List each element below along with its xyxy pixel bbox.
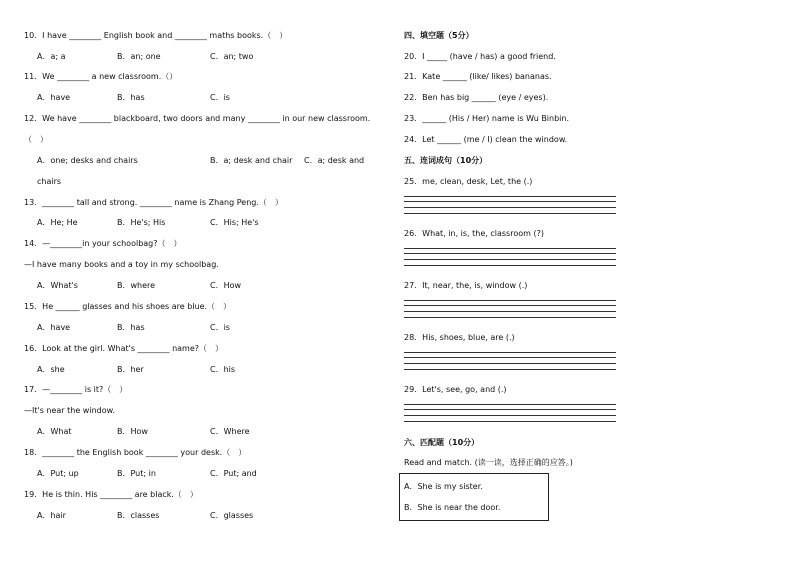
q13-option-a[interactable]: A．He; He bbox=[37, 218, 78, 227]
q15-option-c[interactable]: C．is bbox=[210, 323, 230, 332]
q11-option-b[interactable]: B．has bbox=[117, 93, 145, 102]
q26-writing-line[interactable] bbox=[404, 259, 616, 260]
q19-stem: 19．He is thin. His ________ are black.（ ） bbox=[24, 490, 198, 499]
q26-writing-line[interactable] bbox=[404, 265, 616, 266]
q17-stem: 17．—________ is it?（ ） bbox=[24, 385, 128, 394]
q12-option-c-cont: chairs bbox=[37, 177, 62, 186]
q18-stem: 18．________ the English book ________ your desk.（ ） bbox=[24, 448, 247, 457]
q29-writing-line[interactable] bbox=[404, 415, 616, 416]
q18-option-c[interactable]: C．Put; and bbox=[210, 469, 257, 478]
q13-stem: 13．________ tall and strong. ________ name is Zhang Peng.（ ） bbox=[24, 198, 283, 207]
q14-answer-line: —I have many books and a toy in my schoolbag. bbox=[24, 260, 219, 269]
q17-option-a[interactable]: A．What bbox=[37, 427, 72, 436]
q19-option-b[interactable]: B．classes bbox=[117, 511, 160, 520]
q11-option-c[interactable]: C．is bbox=[210, 93, 230, 102]
q13-option-b[interactable]: B．He's; His bbox=[117, 218, 166, 227]
q28-writing-line[interactable] bbox=[404, 369, 616, 370]
q26-writing-line[interactable] bbox=[404, 253, 616, 254]
q16-stem: 16．Look at the girl. What's ________ name?（ ） bbox=[24, 344, 224, 353]
q10-option-a[interactable]: A．a; a bbox=[37, 52, 66, 61]
q17-option-c[interactable]: C．Where bbox=[210, 427, 250, 436]
q12-option-a[interactable]: A．one; desks and chairs bbox=[37, 156, 138, 165]
q29: 29．Let's, see, go, and (.) bbox=[404, 385, 507, 394]
q29-writing-line[interactable] bbox=[404, 421, 616, 422]
q19-option-c[interactable]: C．glasses bbox=[210, 511, 254, 520]
q16-option-b[interactable]: B．her bbox=[117, 365, 144, 374]
q25-writing-line[interactable] bbox=[404, 196, 616, 197]
q29-writing-line[interactable] bbox=[404, 409, 616, 410]
section-4-heading: 四、填空题（5分） bbox=[404, 31, 474, 40]
q12-option-c[interactable]: C．a; desk and bbox=[304, 156, 365, 165]
q10-option-b[interactable]: B．an; one bbox=[117, 52, 161, 61]
q24: 24．Let ______ (me / I) clean the window. bbox=[404, 135, 568, 144]
q17-option-b[interactable]: B．How bbox=[117, 427, 148, 436]
q14-option-c[interactable]: C．How bbox=[210, 281, 242, 290]
match-box bbox=[399, 473, 549, 521]
q14-option-b[interactable]: B．where bbox=[117, 281, 156, 290]
q27: 27．It, near, the, is, window (.) bbox=[404, 281, 528, 290]
q23: 23．______ (His / Her) name is Wu Binbin. bbox=[404, 114, 570, 123]
q21: 21．Kate ______ (like/ likes) bananas. bbox=[404, 72, 552, 81]
q17-answer-line: —It's near the window. bbox=[24, 406, 115, 415]
q25-writing-line[interactable] bbox=[404, 213, 616, 214]
q26: 26．What, in, is, the, classroom (?) bbox=[404, 229, 544, 238]
q15-stem: 15．He ______ glasses and his shoes are blue.（ ） bbox=[24, 302, 232, 311]
q19-option-a[interactable]: A．hair bbox=[37, 511, 66, 520]
q28-writing-line[interactable] bbox=[404, 357, 616, 358]
q18-option-b[interactable]: B．Put; in bbox=[117, 469, 156, 478]
q15-option-a[interactable]: A．have bbox=[37, 323, 71, 332]
q11-stem: 11．We ________ a new classroom.（） bbox=[24, 72, 178, 81]
q16-option-a[interactable]: A．she bbox=[37, 365, 65, 374]
q27-writing-line[interactable] bbox=[404, 317, 616, 318]
q25-writing-line[interactable] bbox=[404, 201, 616, 202]
q28-writing-line[interactable] bbox=[404, 363, 616, 364]
match-option-a[interactable]: A．She is my sister. bbox=[404, 482, 483, 491]
q25: 25．me, clean, desk, Let, the (.) bbox=[404, 177, 533, 186]
q10-option-c[interactable]: C．an; two bbox=[210, 52, 254, 61]
q10-stem: 10．I have ________ English book and ________ maths books.（ ） bbox=[24, 31, 288, 40]
q16-option-c[interactable]: C．his bbox=[210, 365, 236, 374]
q13-option-c[interactable]: C．His; He's bbox=[210, 218, 259, 227]
q26-writing-line[interactable] bbox=[404, 248, 616, 249]
match-option-b[interactable]: B．She is near the door. bbox=[404, 503, 501, 512]
q25-writing-line[interactable] bbox=[404, 207, 616, 208]
q14-stem: 14．—________in your schoolbag?（ ） bbox=[24, 239, 182, 248]
q27-writing-line[interactable] bbox=[404, 300, 616, 301]
q20: 20．I _____ (have / has) a good friend. bbox=[404, 52, 556, 61]
q28-writing-line[interactable] bbox=[404, 352, 616, 353]
q18-option-a[interactable]: A．Put; up bbox=[37, 469, 79, 478]
q15-option-b[interactable]: B．has bbox=[117, 323, 145, 332]
section-6-heading: 六、匹配题（10分） bbox=[404, 438, 480, 447]
q12-stem-bracket: （ ） bbox=[24, 135, 48, 144]
section-5-heading: 五、连词成句（10分） bbox=[404, 156, 488, 165]
q27-writing-line[interactable] bbox=[404, 305, 616, 306]
q28: 28．His, shoes, blue, are (.) bbox=[404, 333, 515, 342]
q12-option-b[interactable]: B．a; desk and chair bbox=[210, 156, 293, 165]
q14-option-a[interactable]: A．What's bbox=[37, 281, 78, 290]
q12-stem: 12．We have ________ blackboard, two doors and many ________ in our new classroom. bbox=[24, 114, 371, 123]
q22: 22．Ben has big ______ (eye / eyes). bbox=[404, 93, 549, 102]
q29-writing-line[interactable] bbox=[404, 404, 616, 405]
q11-option-a[interactable]: A．have bbox=[37, 93, 71, 102]
q27-writing-line[interactable] bbox=[404, 311, 616, 312]
match-instruction: Read and match. (读一读，选择正确的应答。) bbox=[404, 458, 573, 467]
